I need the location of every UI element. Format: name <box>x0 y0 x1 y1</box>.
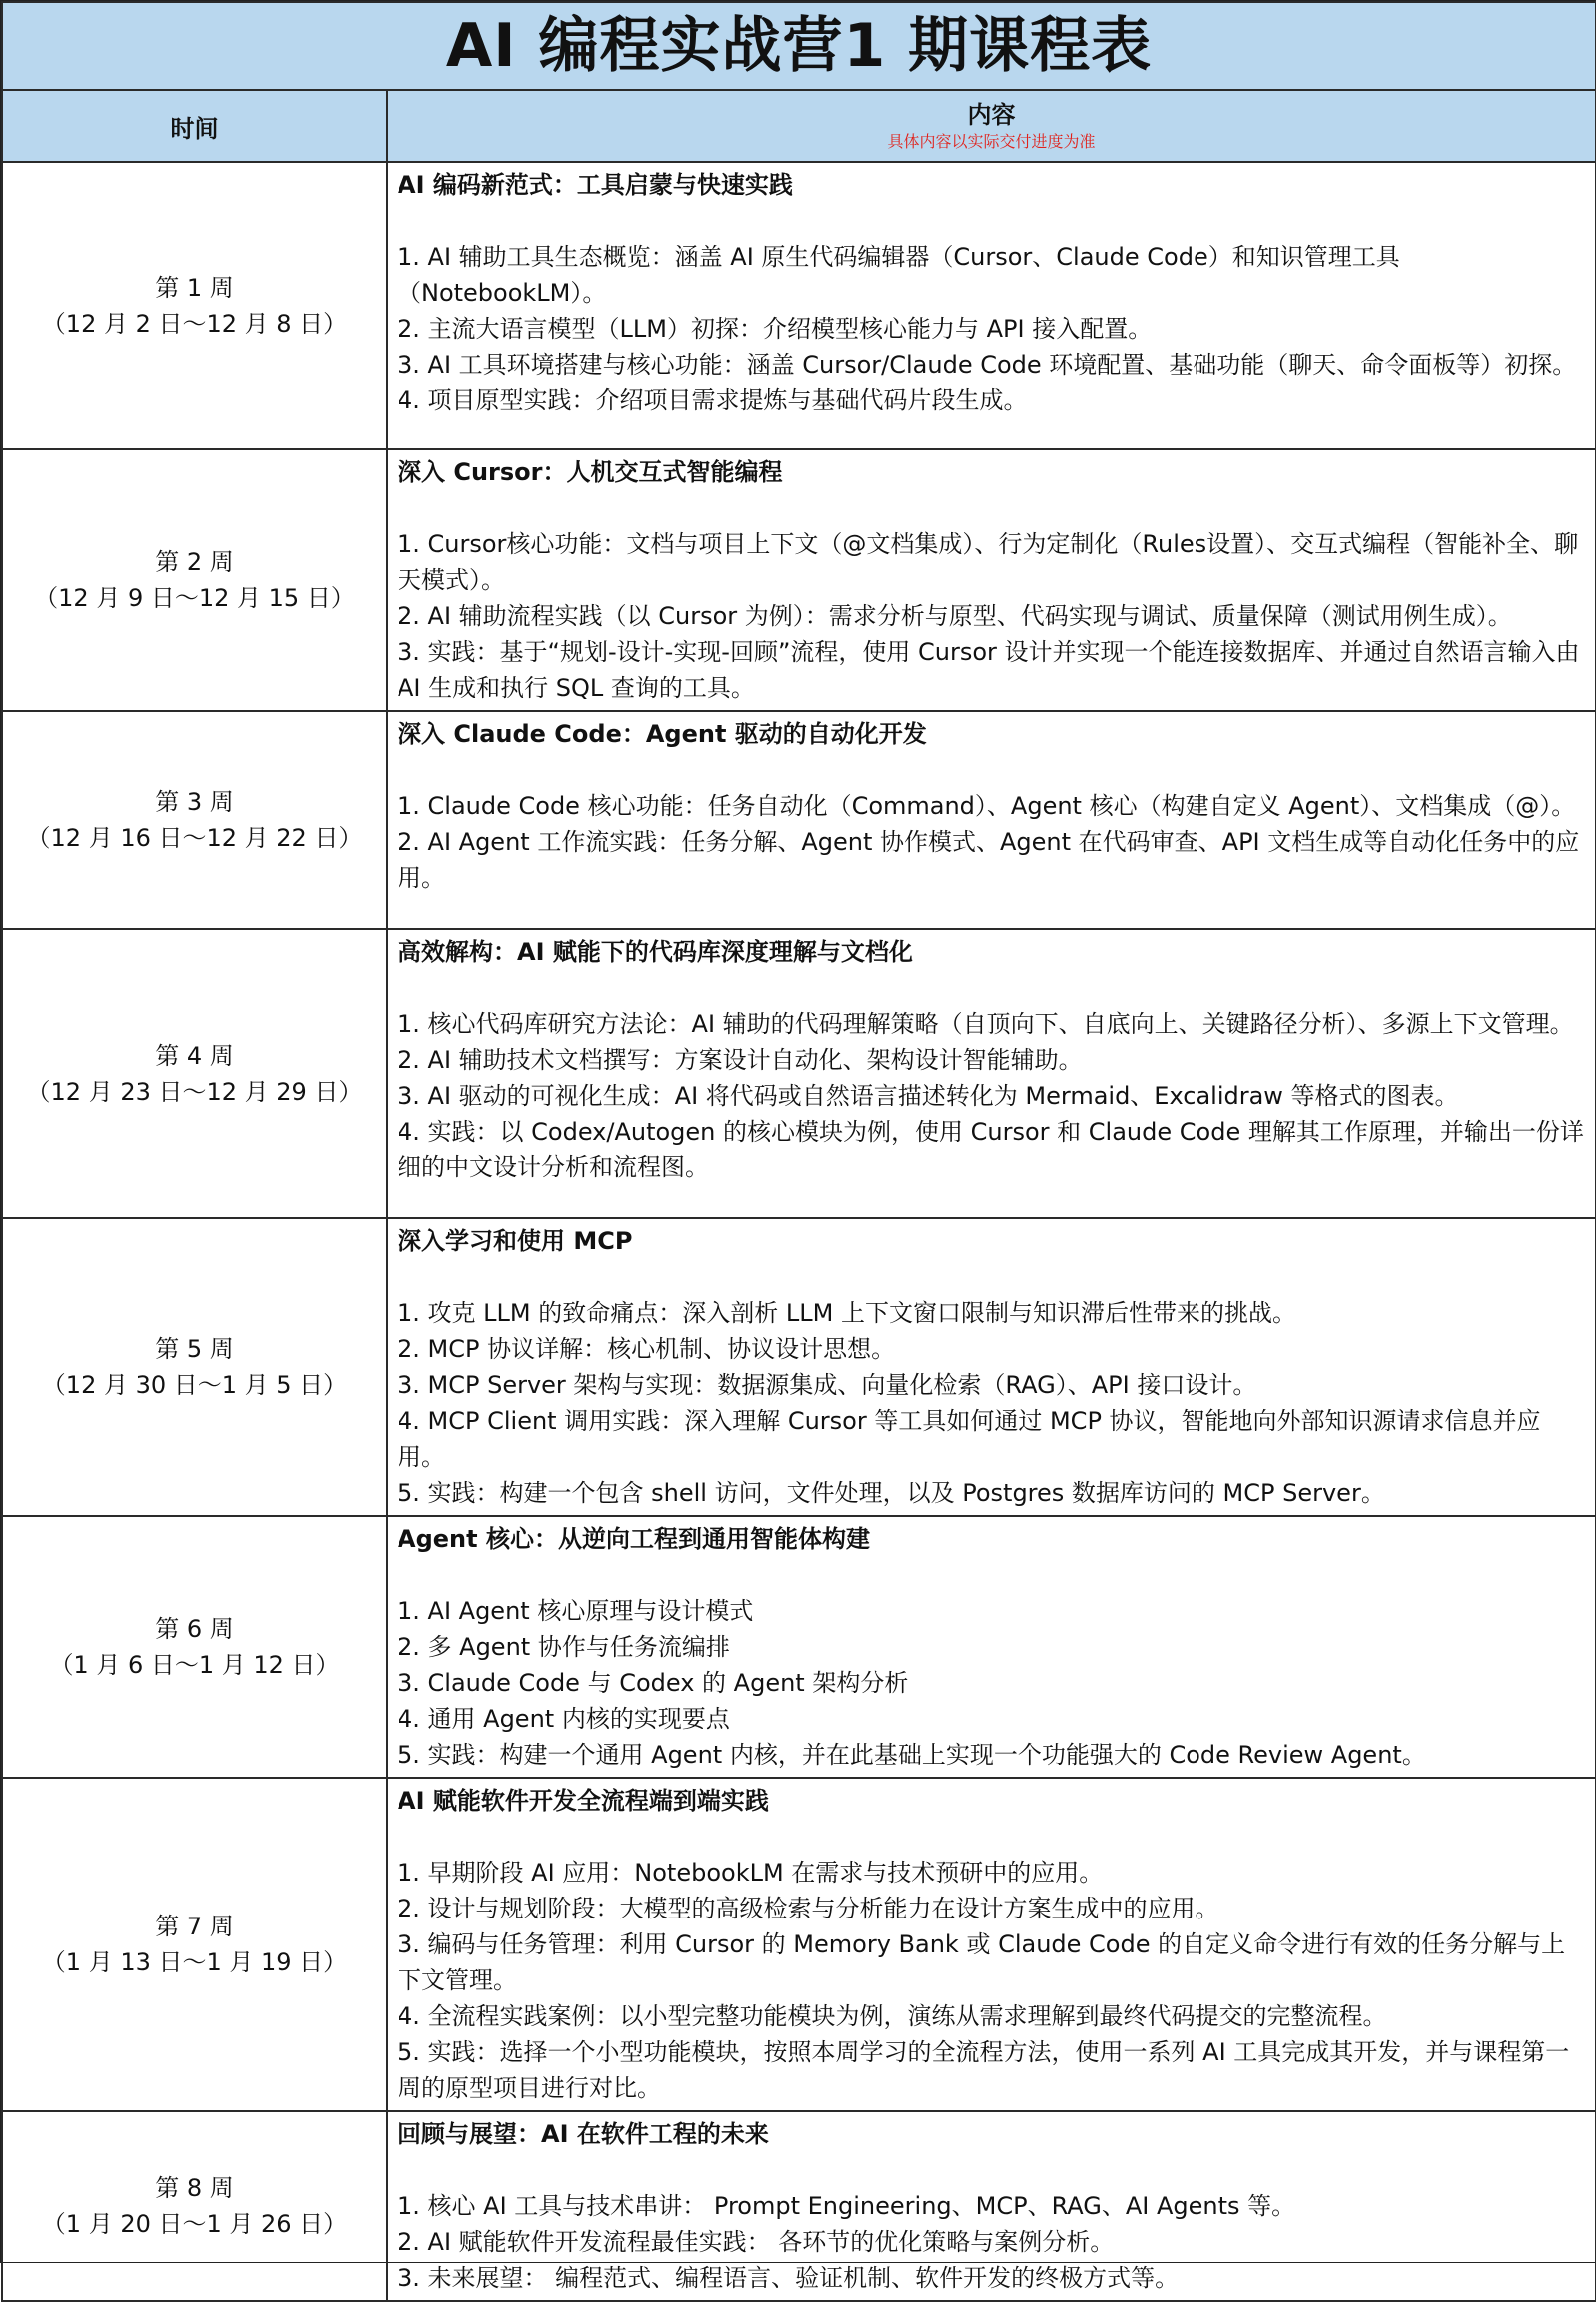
page-title: AI 编程实战营1 期课程表 <box>445 11 1153 81</box>
week-content-cell <box>387 929 1596 1218</box>
week-item: 2. MCP 协议详解：核心机制、协议设计思想。 <box>398 1335 896 1363</box>
week-item: 3. 编码与任务管理：利用 Cursor 的 Memory Bank 或 Claude Code 的自定义命令进行有效的任务分解与上下文管理。 <box>398 1930 1566 1994</box>
week-row <box>2 1218 1596 1516</box>
header-time-label: 时间 <box>170 114 219 143</box>
week-item: 2. AI 赋能软件开发流程最佳实践： 各环节的优化策略与案例分析。 <box>398 2228 1115 2256</box>
week-label: 第 6 周 <box>155 1615 234 1643</box>
week-topic: AI 编码新范式：工具启蒙与快速实践 <box>398 171 793 199</box>
week-item: 1. 攻克 LLM 的致命痛点：深入剖析 LLM 上下文窗口限制与知识滞后性带来的挑战。 <box>398 1299 1296 1327</box>
week-item: 2. 多 Agent 协作与任务流编排 <box>398 1633 730 1661</box>
week-time-cell <box>2 711 387 929</box>
week-item: 5. 实践：构建一个通用 Agent 内核，并在此基础上实现一个功能强大的 Code Review Agent。 <box>398 1741 1426 1769</box>
week-item: 5. 实践：构建一个包含 shell 访问，文件处理，以及 Postgres 数据库访问的 MCP Server。 <box>398 1479 1385 1507</box>
week-dates: （12 月 30 日～1 月 5 日） <box>41 1371 348 1399</box>
week-label: 第 7 周 <box>155 1913 234 1940</box>
header-time-cell <box>2 90 387 162</box>
week-content-cell <box>387 2111 1596 2301</box>
week-item: 2. AI 辅助流程实践（以 Cursor 为例）：需求分析与原型、代码实现与调试、质量保障（测试用例生成）。 <box>398 602 1512 630</box>
week-row <box>2 449 1596 711</box>
week-row <box>2 1778 1596 2111</box>
week-item: 3. MCP Server 架构与实现：数据源集成、向量化检索（RAG）、API 接口设计。 <box>398 1371 1257 1399</box>
week-label: 第 2 周 <box>155 548 234 576</box>
week-item: 1. Cursor核心功能：文档与项目上下文（@文档集成）、行为定制化（Rules设置）、交互式编程（智能补全、聊天模式）。 <box>398 530 1579 594</box>
week-content-cell <box>387 449 1596 711</box>
week-item: 1. AI 辅助工具生态概览：涵盖 AI 原生代码编辑器（Cursor、Claude Code）和知识管理工具（NotebookLM）。 <box>398 243 1400 307</box>
week-item: 4. 全流程实践案例：以小型完整功能模块为例，演练从需求理解到最终代码提交的完整流程。 <box>398 2002 1387 2030</box>
header-content-cell <box>387 90 1596 162</box>
week-row <box>2 162 1596 449</box>
week-item: 4. 项目原型实践：介绍项目需求提炼与基础代码片段生成。 <box>398 386 1028 414</box>
week-time-cell <box>2 2111 387 2301</box>
week-item: 1. 核心代码库研究方法论：AI 辅助的代码理解策略（自顶向下、自底向上、关键路径分析）、多源上下文管理。 <box>398 1010 1574 1038</box>
week-topic: 回顾与展望：AI 在软件工程的未来 <box>398 2120 769 2148</box>
week-dates: （12 月 2 日～12 月 8 日） <box>41 310 348 338</box>
week-item: 1. 早期阶段 AI 应用：NotebookLM 在需求与技术预研中的应用。 <box>398 1859 1104 1887</box>
week-item: 3. AI 驱动的可视化生成：AI 将代码或自然语言描述转化为 Mermaid、Excalidraw 等格式的图表。 <box>398 1082 1459 1110</box>
week-content-cell <box>387 1218 1596 1516</box>
week-time-cell <box>2 929 387 1218</box>
week-row <box>2 929 1596 1218</box>
week-dates: （1 月 6 日～1 月 12 日） <box>49 1651 340 1679</box>
week-time-cell <box>2 162 387 449</box>
week-item: 3. AI 工具环境搭建与核心功能：涵盖 Cursor/Claude Code 环境配置、基础功能（聊天、命令面板等）初探。 <box>398 351 1577 379</box>
week-label: 第 1 周 <box>155 274 234 302</box>
week-topic: 高效解构：AI 赋能下的代码库深度理解与文档化 <box>398 938 913 966</box>
week-content-cell <box>387 711 1596 929</box>
week-item: 3. 未来展望： 编程范式、编程语言、验证机制、软件开发的终极方式等。 <box>398 2264 1180 2292</box>
week-item: 3. Claude Code 与 Codex 的 Agent 架构分析 <box>398 1669 909 1697</box>
week-label: 第 4 周 <box>155 1042 234 1070</box>
week-item: 4. MCP Client 调用实践：深入理解 Cursor 等工具如何通过 MCP 协议，智能地向外部知识源请求信息并应用。 <box>398 1407 1541 1471</box>
week-content-cell <box>387 1516 1596 1778</box>
week-row <box>2 2111 1596 2301</box>
week-row <box>2 1516 1596 1778</box>
week-item: 3. 实践：基于“规划-设计-实现-回顾”流程，使用 Cursor 设计并实现一个能连接数据库、并通过自然语言输入由 AI 生成和执行 SQL 查询的工具。 <box>398 638 1580 702</box>
week-time-cell <box>2 1516 387 1778</box>
week-item: 5. 实践：选择一个小型功能模块，按照本周学习的全流程方法，使用一系列 AI 工具完成其开发，并与课程第一周的原型项目进行对比。 <box>398 2038 1570 2102</box>
week-item: 1. Claude Code 核心功能：任务自动化（Command）、Agent 核心（构建自定义 Agent）、文档集成（@）。 <box>398 792 1576 820</box>
week-dates: （12 月 23 日～12 月 29 日） <box>26 1078 363 1106</box>
week-label: 第 5 周 <box>155 1335 234 1363</box>
week-content-cell <box>387 1778 1596 2111</box>
week-item: 4. 实践：以 Codex/Autogen 的核心模块为例，使用 Cursor 和 Claude Code 理解其工作原理，并输出一份详细的中文设计分析和流程图。 <box>398 1118 1584 1181</box>
title-cell <box>2 2 1596 90</box>
week-item: 2. AI Agent 工作流实践：任务分解、Agent 协作模式、Agent 在代码审查、API 文档生成等自动化任务中的应用。 <box>398 828 1580 892</box>
schedule-table <box>1 1 1596 2302</box>
header-row <box>2 90 1596 162</box>
week-time-cell <box>2 449 387 711</box>
week-topic: 深入 Cursor：人机交互式智能编程 <box>398 458 783 486</box>
week-time-cell <box>2 1778 387 2111</box>
week-topic: AI 赋能软件开发全流程端到端实践 <box>398 1787 769 1815</box>
week-topic: Agent 核心：从逆向工程到通用智能体构建 <box>398 1525 870 1553</box>
week-item: 2. 主流大语言模型（LLM）初探：介绍模型核心能力与 API 接入配置。 <box>398 315 1153 343</box>
week-item: 1. AI Agent 核心原理与设计模式 <box>398 1597 754 1625</box>
week-item: 2. 设计与规划阶段：大模型的高级检索与分析能力在设计方案生成中的应用。 <box>398 1895 1219 1922</box>
week-time-cell <box>2 1218 387 1516</box>
week-content-cell <box>387 162 1596 449</box>
week-dates: （12 月 16 日～12 月 22 日） <box>26 824 363 852</box>
week-topic: 深入 Claude Code：Agent 驱动的自动化开发 <box>398 720 927 748</box>
week-topic: 深入学习和使用 MCP <box>398 1227 633 1255</box>
week-dates: （1 月 20 日～1 月 26 日） <box>41 2210 348 2238</box>
header-content-label: 内容 <box>967 101 1016 129</box>
header-note: 具体内容以实际交付进度为准 <box>887 132 1096 151</box>
week-label: 第 8 周 <box>155 2174 234 2202</box>
week-label: 第 3 周 <box>155 788 234 816</box>
week-row <box>2 711 1596 929</box>
week-item: 2. AI 辅助技术文档撰写：方案设计自动化、架构设计智能辅助。 <box>398 1046 1083 1074</box>
week-item: 4. 通用 Agent 内核的实现要点 <box>398 1705 730 1733</box>
week-dates: （1 月 13 日～1 月 19 日） <box>41 1948 348 1976</box>
week-item: 1. 核心 AI 工具与技术串讲： Prompt Engineering、MCP、RAG、AI Agents 等。 <box>398 2192 1296 2220</box>
week-dates: （12 月 9 日～12 月 15 日） <box>34 584 355 612</box>
